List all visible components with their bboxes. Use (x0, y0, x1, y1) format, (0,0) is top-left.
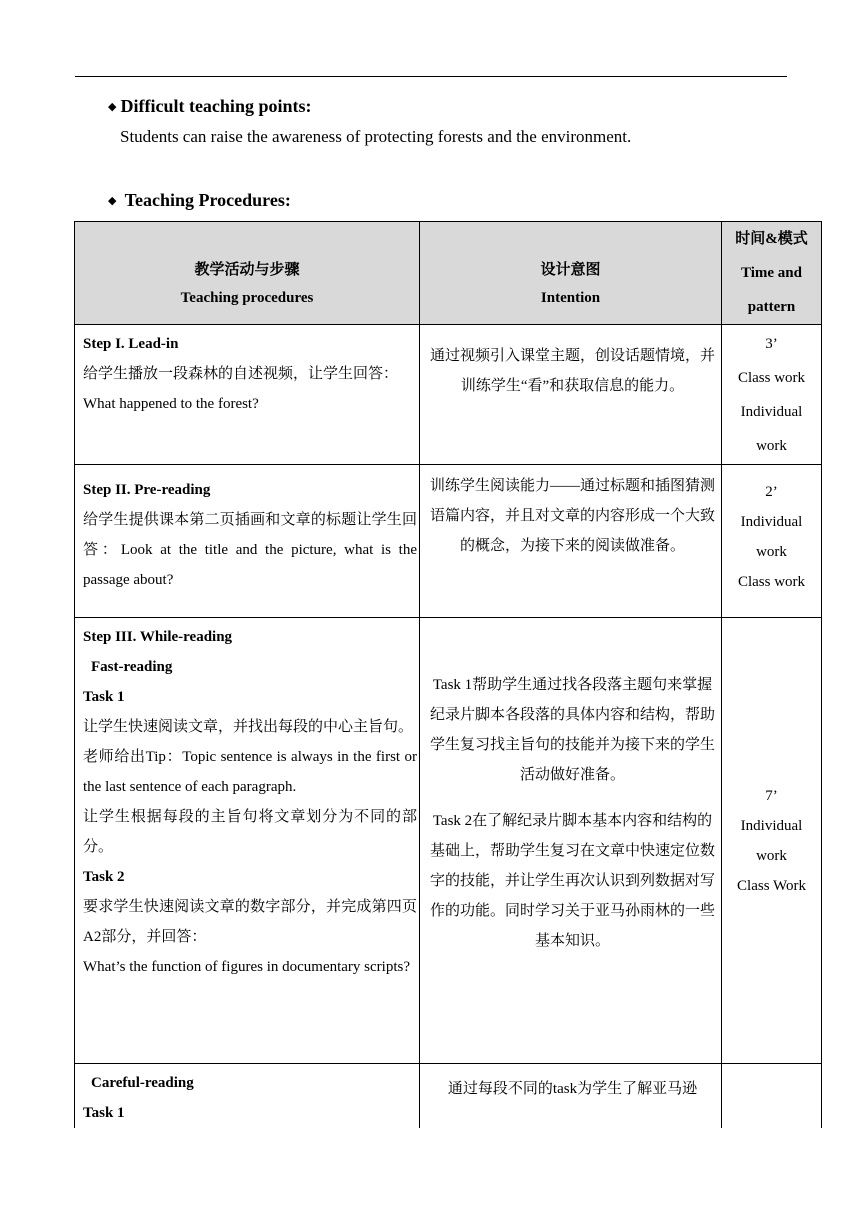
step3-procedure: Step III. While-reading Fast-reading Task 1 让学生快速阅读文章，并找出每段的中心主旨句。 老师给出Tip：Topic sentence is always in the first or the last sentence of each paragraph. 让学生根据每段的主旨句将文章划分为不同的部分。 Task 2 要求学生快速阅读文章的数字部分，并完成第四页A2部分，并回答： What’s the function of figures in documentary scripts? (75, 618, 420, 1064)
table-row (75, 465, 822, 618)
step3-time: 7’ Individual work Class Work (722, 618, 822, 1064)
header-rule (75, 76, 787, 77)
header-intention: 设计意图 Intention (420, 222, 722, 325)
table-row (75, 618, 822, 1064)
diamond-bullet-icon: ◆ (108, 101, 117, 113)
step4-intention: 通过每段不同的task为学生了解亚马逊 (420, 1064, 722, 1129)
table-row (75, 1064, 822, 1129)
header-procedures: 教学活动与步骤 Teaching procedures (75, 222, 420, 325)
procedures-heading: ◆ Teaching Procedures: (108, 190, 291, 210)
step1-time: 3’ Class work Individual work (722, 325, 822, 465)
step2-intention: 训练学生阅读能力——通过标题和插图猜测语篇内容，并且对文章的内容形成一个大致的概念，为接下来的阅读做准备。 (420, 465, 722, 618)
difficult-points-heading: ◆ Difficult teaching points: (108, 96, 312, 116)
diamond-bullet-icon: ◆ (108, 195, 117, 207)
table-header-row (75, 222, 822, 325)
step2-procedure: Step II. Pre-reading 给学生提供课本第二页插画和文章的标题让学生回答：Look at the title and the picture, what is the passage about? (75, 465, 420, 618)
step2-time: 2’ Individual work Class work (722, 465, 822, 618)
step4-procedure: Careful-reading Task 1 (75, 1064, 420, 1129)
step1-procedure: Step I. Lead-in 给学生播放一段森林的自述视频，让学生回答： What happened to the forest? (75, 325, 420, 465)
table-row (75, 325, 822, 465)
step3-intention: Task 1帮助学生通过找各段落主题句来掌握纪录片脚本各段落的具体内容和结构，帮助学生复习找主旨句的技能并为接下来的学生活动做好准备。 Task 2在了解纪录片脚本基本内容和结构的基础上，帮助学生复习在文章中快速定位数字的技能，并让学生再次认识到列数据对写作的功能。同时学习关于亚马孙雨林的一些基本知识。 (420, 618, 722, 1064)
header-time: 时间&模式 Time and pattern (722, 222, 822, 325)
procedures-table (74, 221, 822, 1128)
step1-intention: 通过视频引入课堂主题，创设话题情境，并训练学生“看”和获取信息的能力。 (420, 325, 722, 465)
difficult-points-text: Students can raise the awareness of protecting forests and the environment. (120, 127, 632, 146)
step4-time (722, 1064, 822, 1129)
